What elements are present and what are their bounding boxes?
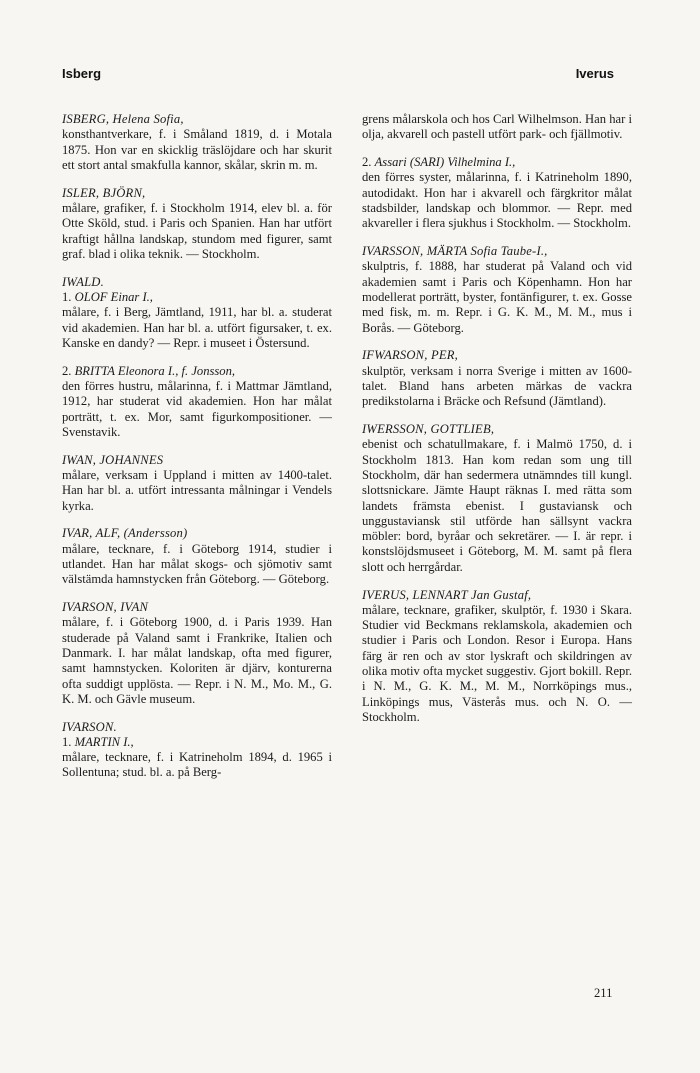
entry-text: skulptör, verksam i norra Sverige i mitten av 1600-talet. Bland hans arbeten märkas de vackra predikstolarna i Bräcke och Refsund (Jämtland). xyxy=(362,363,632,409)
entry-ifwarson xyxy=(362,348,632,409)
entry-iwald-olof xyxy=(62,275,332,351)
entry-headword: ISBERG, Helena Sofia, xyxy=(62,112,184,126)
entry-text: målare, f. i Göteborg 1900, d. i Paris 1939. Han studerade på Valand samt i Frankrike, Italien och Danmark. I. har målat landskap, ofta med figurer, samt hamnstycken. Koloriten är djärv, konturerna ofta suddigt upplösta. — Repr. i N. M., Mo. M., G. K. M. och Gävle museum. xyxy=(62,615,332,706)
entry-ivarson-martin xyxy=(62,720,332,781)
subentry-name: Assari (SARI) Vilhelmina I., xyxy=(374,155,516,170)
entry-subheading xyxy=(362,155,632,170)
entry-text: målare, tecknare, f. i Katrineholm 1894, d. 1965 i Sollentuna; stud. bl. a. på Berg- xyxy=(62,750,332,780)
entry-headword: IVAR, ALF, (Andersson) xyxy=(62,526,188,541)
subentry-number: 1. xyxy=(62,734,75,749)
entry-headword: IFWARSON, PER, xyxy=(362,348,458,363)
entry-text: ebenist och schatullmakare, f. i Malmö 1750, d. i Stockholm 1813. Han kom redan som ung till Stockholm, där han sedermera utnämndes till kungl. slottsnickare. Jämte Haupt räknas I. med rätta som landets främsta ebenist. I gustaviansk och unggustaviansk stil utförde han sällsynt vackra möbler: bord, byråar och sekretärer. — I. är repr. i konstslöjdsmuseet i Göteborg, M. M. samt på flera slott och herrgårdar. xyxy=(362,437,632,574)
subentry-name: MARTIN I., xyxy=(74,734,134,749)
entry-subheading xyxy=(62,290,332,305)
subentry-number: 1. xyxy=(62,289,75,304)
subentry-number: 2. xyxy=(362,155,375,170)
entry-headword: IWALD. xyxy=(62,274,104,289)
entry-headword: ISLER, BJÖRN, xyxy=(62,185,146,200)
entry-isler xyxy=(62,186,332,262)
left-column xyxy=(62,112,332,793)
entry-subheading xyxy=(62,735,332,750)
entry-headword: IVERUS, LENNART Jan Gustaf, xyxy=(362,587,532,602)
entry-ivarson-ivan xyxy=(62,600,332,707)
entry-text: den förres syster, målarinna, f. i Katrineholm 1890, autodidakt. Hon har i akvarell och färgkritor målat stadsbilder, landskap och blommor. — Repr. med akvareller i flera sjukhus i Stockholm. — Stockholm. xyxy=(362,170,632,231)
entry-text: grens målarskola och hos Carl Wilhelmson. Han har i olja, akvarell och pastell utfört park- och fjällmotiv. xyxy=(362,112,632,142)
running-head-left: Isberg xyxy=(62,66,102,81)
page-number: 211 xyxy=(594,986,613,1000)
entry-iwald-britta xyxy=(62,364,332,440)
entry-text: konsthantverkare, f. i Småland 1819, d. i Motala 1875. Hon var en skicklig träslöjdare och har skurit ett stort antal smakfulla kannor, skålar, skrin m. m. xyxy=(62,127,332,172)
entry-headword: IWAN, JOHANNES xyxy=(62,452,164,467)
entry-text: målare, grafiker, f. i Stockholm 1914, elev bl. a. för Otte Sköld, stud. i Paris och Spanien. Han har utfört kraftigt hållna landskap, stundom med figurer, samt graf. blad i olika teknik. — Stockholm. xyxy=(62,200,332,261)
entry-headword: IVARSON, IVAN xyxy=(62,600,149,615)
entry-isberg xyxy=(62,112,332,173)
entry-text: målare, tecknare, f. i Göteborg 1914, studier i utlandet. Han har målat skogs- och sjömotiv samt välstämda hamnstycken från Göteborg. — Göteborg. xyxy=(62,541,332,587)
right-column xyxy=(362,112,632,738)
entry-ivar xyxy=(62,526,332,587)
subentry-name: BRITTA Eleonora I., f. Jonsson, xyxy=(74,363,236,378)
entry-iwan xyxy=(62,453,332,514)
entry-headword: IWERSSON, GOTTLIEB, xyxy=(362,422,495,437)
entry-ivarson-martin-cont xyxy=(362,112,632,143)
entry-headword: IVARSON. xyxy=(62,719,117,734)
entry-headword: IVARSSON, MÄRTA Sofia Taube-I., xyxy=(362,244,548,259)
entry-text: den förres hustru, målarinna, f. i Mattmar Jämtland, 1912, har studerat vid akademien. Hon har målat porträtt, t. ex. Mor, samt figurkompositioner. — Svenstavik. xyxy=(62,378,332,439)
running-head-right: Iverus xyxy=(575,66,614,81)
entry-subheading xyxy=(62,364,332,379)
entry-iwersson xyxy=(362,422,632,575)
entry-iverus xyxy=(362,588,632,726)
entry-text: målare, verksam i Uppland i mitten av 1400-talet. Han har bl. a. utfört intressanta målningar i Vendels kyrka. xyxy=(62,467,332,513)
entry-text: målare, tecknare, grafiker, skulptör, f. 1930 i Skara. Studier vid Beckmans reklamskola, akademien och studier i Paris och London. Resor i Europa. Hans färg är ren och av stor lyskraft och skildringen av olika motiv ofta mycket suggestiv. Gjort bokill. Repr. i N. M., G. K. M., M. M., Norrköpings mus., Linköpings mus, Västerås mus. och N. O. — Stockholm. xyxy=(362,602,632,724)
entry-ivarsson-marta xyxy=(362,244,632,336)
entry-ivarson-assari xyxy=(362,155,632,231)
entry-text: skulptris, f. 1888, har studerat på Valand och vid akademien samt i Paris och Köpenhamn. Hon har modellerat porträtt, byster, fontänfigurer, t. ex. Gosse med fisk, m. m. Repr. i G. K. M., M. M., mus i Borås. — Göteborg. xyxy=(362,259,632,335)
subentry-number: 2. xyxy=(62,363,75,378)
subentry-name: OLOF Einar I., xyxy=(74,289,153,304)
entry-text: målare, f. i Berg, Jämtland, 1911, har bl. a. studerat vid akademien. Han har bl. a. utfört figursaker, t. ex. Kanske en dandy? — Repr. i museet i Östersund. xyxy=(62,305,332,350)
